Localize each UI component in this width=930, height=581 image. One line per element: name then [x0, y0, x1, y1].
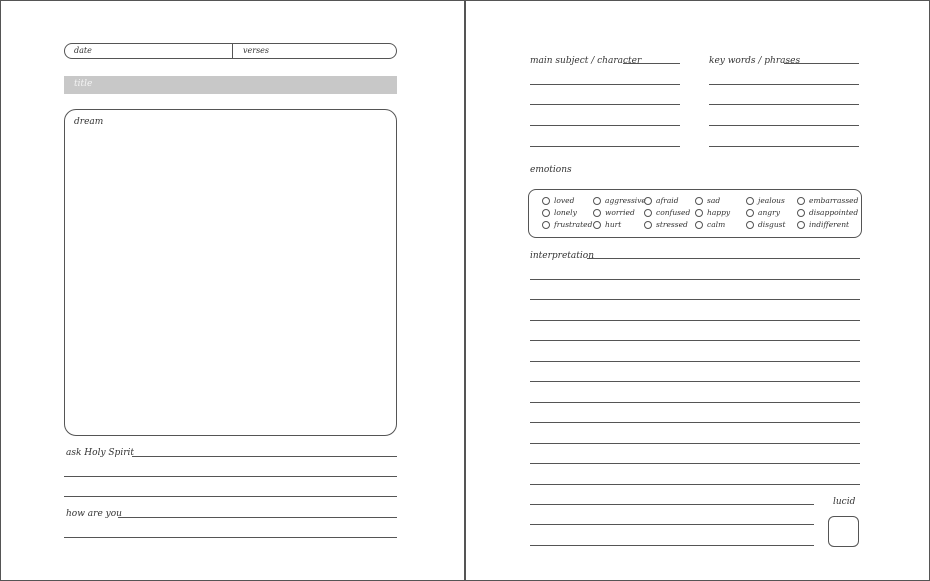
title-bar	[64, 76, 397, 94]
checkbox-circle-icon[interactable]	[593, 197, 601, 205]
checkbox-circle-icon[interactable]	[746, 209, 754, 217]
emotion-option-indifferent[interactable]: indifferent	[797, 220, 849, 229]
interpretation-line	[530, 340, 860, 341]
how-line	[64, 537, 397, 538]
checkbox-circle-icon[interactable]	[644, 209, 652, 217]
checkbox-circle-icon[interactable]	[746, 221, 754, 229]
interpretation-line	[530, 422, 860, 423]
key-words-label: key words / phrases	[709, 56, 801, 66]
emotion-option-lonely[interactable]: lonely	[542, 208, 577, 217]
emotion-option-afraid[interactable]: afraid	[644, 196, 679, 205]
emotion-option-sad[interactable]: sad	[695, 196, 720, 205]
checkbox-circle-icon[interactable]	[593, 221, 601, 229]
checkbox-circle-icon[interactable]	[695, 209, 703, 217]
checkbox-circle-icon[interactable]	[797, 197, 805, 205]
subject-line	[530, 146, 680, 147]
ask-holy-spirit-label: ask Holy Spirit	[66, 448, 134, 458]
interpretation-line	[530, 361, 860, 362]
dream-label: dream	[74, 117, 104, 127]
emotion-option-angry[interactable]: angry	[746, 208, 780, 217]
emotion-option-confused[interactable]: confused	[644, 208, 690, 217]
interpretation-label: interpretation	[530, 251, 595, 261]
date-verses-field	[64, 43, 397, 59]
how-line	[118, 517, 397, 518]
keywords-line	[709, 84, 859, 85]
interpretation-line	[530, 381, 860, 382]
dream-box	[64, 109, 397, 436]
how-are-you-label: how are you	[66, 509, 122, 519]
checkbox-circle-icon[interactable]	[542, 197, 550, 205]
emotion-option-embarrassed[interactable]: embarrassed	[797, 196, 858, 205]
keywords-line	[784, 63, 859, 64]
emotion-option-loved[interactable]: loved	[542, 196, 574, 205]
ask-line	[64, 496, 397, 497]
interpretation-line	[530, 320, 860, 321]
emotion-option-disgust[interactable]: disgust	[746, 220, 786, 229]
emotion-option-hurt[interactable]: hurt	[593, 220, 621, 229]
checkbox-circle-icon[interactable]	[542, 221, 550, 229]
subject-line	[623, 63, 680, 64]
verses-label: verses	[243, 46, 270, 55]
date-verses-divider	[232, 44, 233, 58]
emotion-option-aggressive[interactable]: aggressive	[593, 196, 646, 205]
emotions-label: emotions	[530, 165, 572, 175]
keywords-line	[709, 125, 859, 126]
subject-line	[530, 125, 680, 126]
checkbox-circle-icon[interactable]	[542, 209, 550, 217]
keywords-line	[709, 104, 859, 105]
interpretation-line	[530, 299, 860, 300]
emotion-option-happy[interactable]: happy	[695, 208, 730, 217]
emotion-option-frustrated[interactable]: frustrated	[542, 220, 592, 229]
emotion-option-disappointed[interactable]: disappointed	[797, 208, 858, 217]
interpretation-line	[530, 443, 860, 444]
interpretation-line	[530, 524, 814, 525]
emotion-option-jealous[interactable]: jealous	[746, 196, 785, 205]
main-subject-label: main subject / character	[530, 56, 642, 66]
checkbox-circle-icon[interactable]	[746, 197, 754, 205]
ask-line	[64, 476, 397, 477]
checkbox-circle-icon[interactable]	[797, 209, 805, 217]
emotion-option-stressed[interactable]: stressed	[644, 220, 688, 229]
interpretation-line	[530, 402, 860, 403]
interpretation-line	[530, 484, 860, 485]
interpretation-line	[530, 545, 814, 546]
emotion-option-worried[interactable]: worried	[593, 208, 635, 217]
checkbox-circle-icon[interactable]	[797, 221, 805, 229]
page-gutter	[464, 1, 466, 580]
lucid-label: lucid	[833, 497, 856, 507]
interpretation-line	[530, 504, 814, 505]
checkbox-circle-icon[interactable]	[644, 197, 652, 205]
emotion-option-calm[interactable]: calm	[695, 220, 725, 229]
checkbox-circle-icon[interactable]	[695, 197, 703, 205]
ask-line	[132, 456, 397, 457]
lucid-checkbox[interactable]	[828, 516, 859, 547]
keywords-line	[709, 146, 859, 147]
subject-line	[530, 84, 680, 85]
title-label: title	[74, 79, 93, 89]
subject-line	[530, 104, 680, 105]
interpretation-line	[530, 463, 860, 464]
checkbox-circle-icon[interactable]	[593, 209, 601, 217]
checkbox-circle-icon[interactable]	[695, 221, 703, 229]
interpretation-line	[587, 258, 860, 259]
emotions-box	[528, 189, 862, 238]
checkbox-circle-icon[interactable]	[644, 221, 652, 229]
date-label: date	[74, 46, 92, 55]
interpretation-line	[530, 279, 860, 280]
